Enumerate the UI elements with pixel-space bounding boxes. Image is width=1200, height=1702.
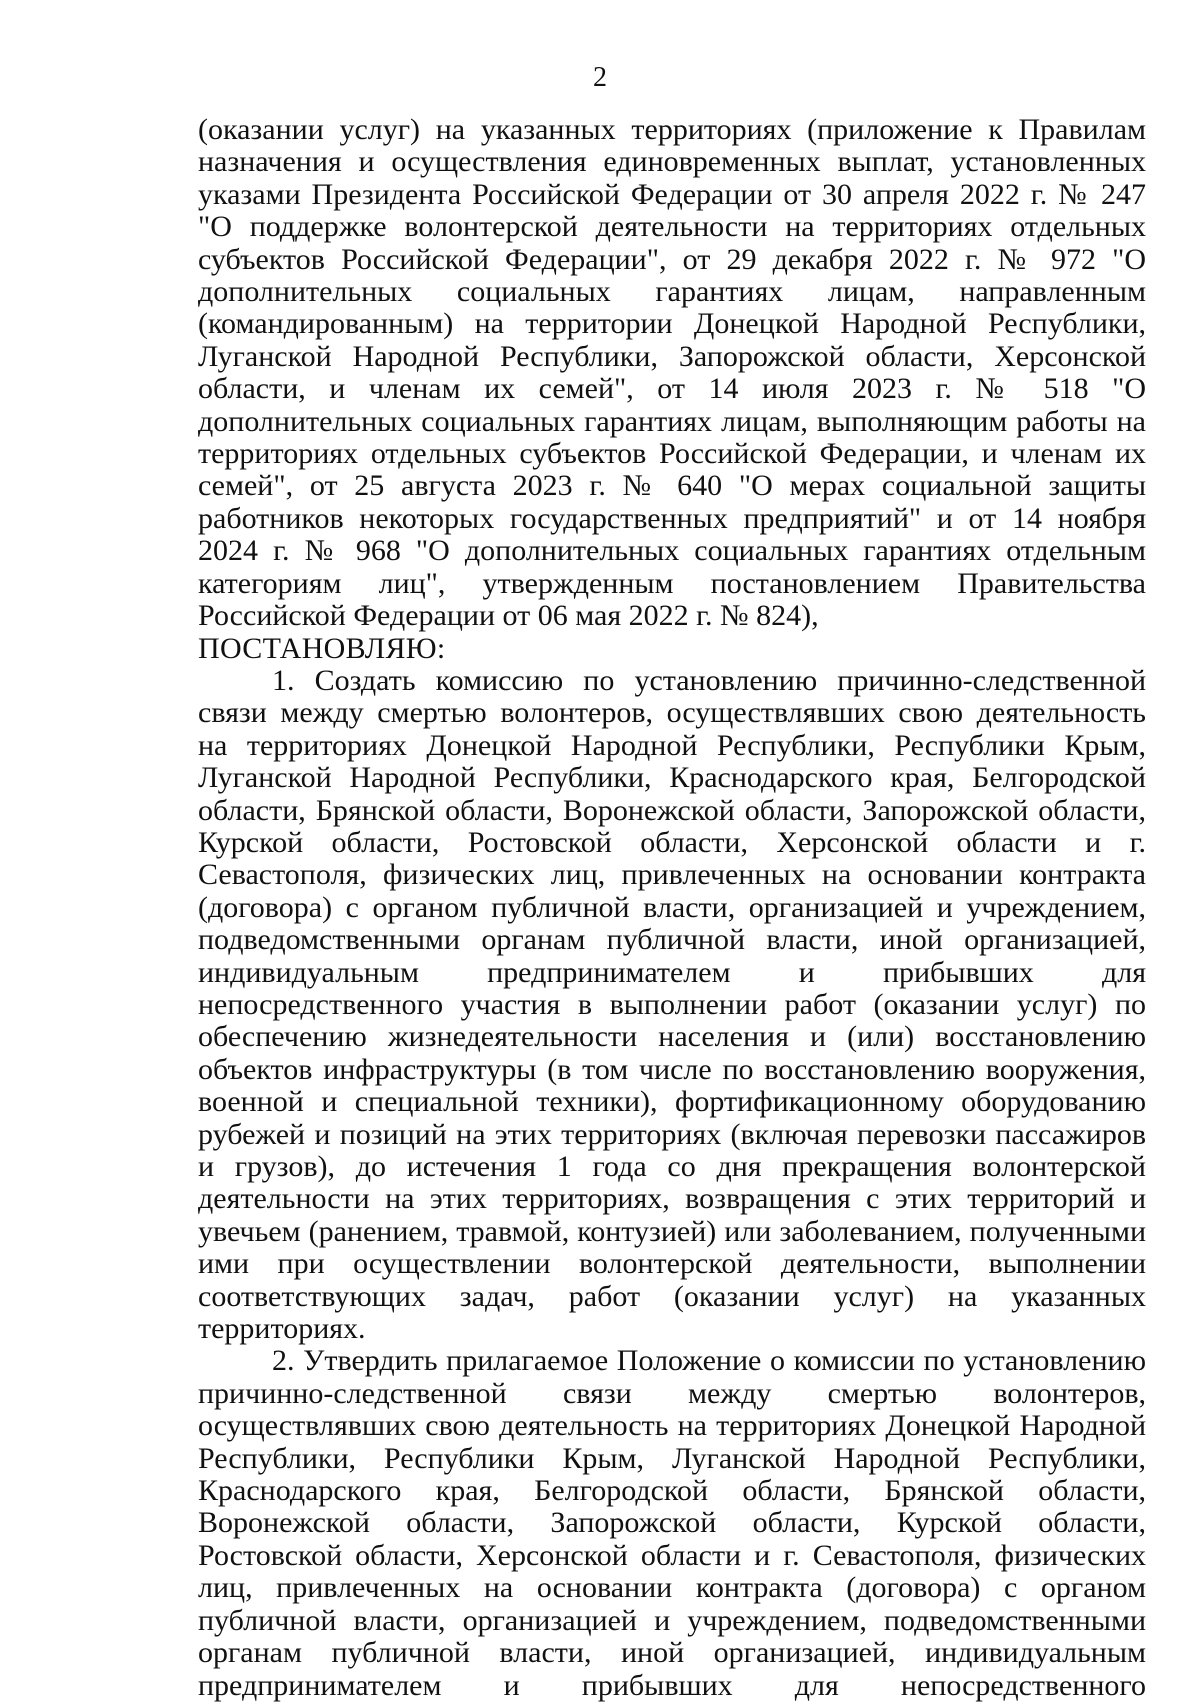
intro-paragraph: (оказании услуг) на указанных территориях (приложение к Правилам назначения и осуществления единовременных выплат, установленных указами Президента Российской Федерации от 30 апреля 2022 г. № 247 "О поддержке волонтерской деятельности на территориях отдельных субъектов Российской Федерации", от 29 декабря 2022 г. № 972 "О дополнительных социальных гарантиях лицам, направленным (командированным) на территории Донецкой Народной Республики, Луганской Народной Республики, Запорожской области, Херсонской области, и членам их семей", от 14 июля 2023 г. № 518 "О дополнительных социальных гарантиях лицам, выполняющим работы на территориях отдельных субъектов Российской Федерации, и членам их семей", от 25 августа 2023 г. № 640 "О мерах социальной защиты работников некоторых государственных предприятий" и от 14 ноября 2024 г. № 968 "О дополнительных социальных гарантиях отдельным категориям лиц", утвержденным постановлением Правительства Российской Федерации от 06 мая 2022 г. № 824), [198, 113, 1146, 633]
page-number: 2 [593, 62, 607, 93]
item-1-paragraph: 1. Создать комиссию по установлению причинно-следственной связи между смертью волонтеров, осуществлявших свою деятельность на территориях Донецкой Народной Республики, Республики Крым, Луганской Народной Республики, Краснодарского края, Белгородской области, Брянской области, Воронежской области, Запорожской области, Курской области, Ростовской области, Херсонской области и г. Севастополя, физических лиц, привлеченных на основании контракта (договора) с органом публичной власти, организацией и учреждением, подведомственными органам публичной власти, иной организацией, индивидуальным предпринимателем и прибывших для непосредственного участия в выполнении работ (оказании услуг) по обеспечению жизнедеятельности населения и (или) восстановлению объектов инфраструктуры (в том числе по восстановлению вооружения, военной и специальной техники), фортификационному оборудованию рубежей и позиций на этих территориях (включая перевозки пассажиров и грузов), до истечения 1 года со дня прекращения волонтерской деятельности на этих территориях, возвращения с этих территорий и увечьем (ранением, травмой, контузией) или заболеванием, полученными ими при осуществлении волонтерской деятельности, выполнении соответствующих задач, работ (оказании услуг) на указанных территориях. [198, 663, 1146, 1346]
item-2-paragraph: 2. Утвердить прилагаемое Положение о комиссии по установлению причинно-следственной связи между смертью волонтеров, осуществлявших свою деятельность на территориях Донецкой Народной Республики, Республики Крым, Луганской Народной Республики, Краснодарского края, Белгородской области, Брянской области, Воронежской области, Запорожской области, Курской области, Ростовской области, Херсонской области и г. Севастополя, физических лиц, привлеченных на основании контракта (договора) с органом публичной власти, организацией и учреждением, подведомственными органам публичной власти, иной организацией, индивидуальным предпринимателем и прибывших для непосредственного [198, 1344, 1146, 1702]
decree-heading: ПОСТАНОВЛЯЮ: [198, 631, 446, 665]
document-body [198, 114, 1146, 1702]
